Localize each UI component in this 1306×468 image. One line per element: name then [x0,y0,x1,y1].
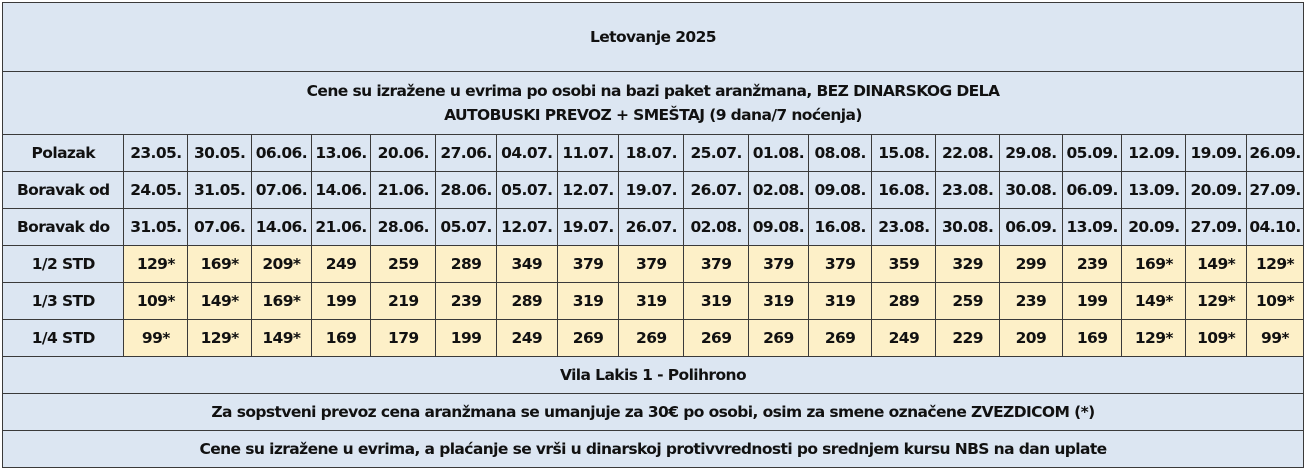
price-cell: 169* [252,283,312,320]
price-cell: 239 [436,283,497,320]
row-label: Polazak [3,135,124,172]
date-cell: 06.09. [1000,209,1063,246]
date-cell: 21.06. [311,209,371,246]
row-label: 1/4 STD [3,320,124,357]
price-cell: 209 [1000,320,1063,357]
table-row [3,135,1304,172]
price-cell: 99* [124,320,188,357]
date-cell: 16.08. [872,172,936,209]
price-table [2,2,1304,468]
date-cell: 20.06. [371,135,436,172]
date-cell: 13.09. [1122,172,1186,209]
date-cell: 04.10. [1246,209,1303,246]
price-cell: 199 [1062,283,1122,320]
date-cell: 30.08. [936,209,1000,246]
price-cell: 259 [936,283,1000,320]
price-cell: 109* [1186,320,1247,357]
price-cell: 269 [749,320,809,357]
date-cell: 20.09. [1186,172,1247,209]
price-cell: 269 [808,320,872,357]
price-cell: 319 [749,283,809,320]
date-cell: 26.07. [684,172,749,209]
date-cell: 19.09. [1186,135,1247,172]
table-title: Letovanje 2025 [3,3,1304,72]
price-cell: 269 [557,320,619,357]
date-cell: 27.09. [1246,172,1303,209]
date-cell: 19.07. [619,172,684,209]
price-cell: 379 [749,246,809,283]
price-cell: 169* [1122,246,1186,283]
table-row [3,246,1304,283]
price-cell: 129* [1186,283,1247,320]
hotel-name: Vila Lakis 1 - Polihrono [3,357,1304,394]
price-cell: 109* [1246,283,1303,320]
date-cell: 26.09. [1246,135,1303,172]
date-cell: 18.07. [619,135,684,172]
price-cell: 239 [1062,246,1122,283]
price-cell: 269 [684,320,749,357]
price-cell: 149* [188,283,252,320]
date-cell: 09.08. [808,172,872,209]
date-cell: 11.07. [557,135,619,172]
date-cell: 23.08. [872,209,936,246]
date-cell: 25.07. [684,135,749,172]
date-cell: 28.06. [436,172,497,209]
price-cell: 199 [311,283,371,320]
date-cell: 12.07. [557,172,619,209]
date-cell: 14.06. [311,172,371,209]
price-cell: 289 [872,283,936,320]
price-cell: 199 [436,320,497,357]
date-cell: 04.07. [496,135,557,172]
price-cell: 239 [1000,283,1063,320]
price-cell: 329 [936,246,1000,283]
date-cell: 08.08. [808,135,872,172]
table-row [3,209,1304,246]
date-cell: 19.07. [557,209,619,246]
price-cell: 149* [1186,246,1247,283]
price-cell: 319 [619,283,684,320]
date-cell: 12.07. [496,209,557,246]
row-label: 1/3 STD [3,283,124,320]
price-cell: 169 [311,320,371,357]
date-cell: 02.08. [749,172,809,209]
row-label: 1/2 STD [3,246,124,283]
date-cell: 24.05. [124,172,188,209]
price-cell: 249 [311,246,371,283]
price-cell: 169* [188,246,252,283]
table-row [3,320,1304,357]
date-cell: 05.07. [436,209,497,246]
date-cell: 27.06. [436,135,497,172]
price-cell: 99* [1246,320,1303,357]
price-cell: 359 [872,246,936,283]
date-cell: 14.06. [252,209,312,246]
date-cell: 13.09. [1062,209,1122,246]
date-cell: 07.06. [252,172,312,209]
price-cell: 289 [496,283,557,320]
row-label: Boravak do [3,209,124,246]
price-cell: 379 [619,246,684,283]
date-cell: 31.05. [124,209,188,246]
own-transport-note: Za sopstveni prevoz cena aranžmana se umanjuje za 30€ po osobi, osim za smene označene ZVEZDICOM (*) [3,394,1304,431]
price-cell: 179 [371,320,436,357]
date-cell: 28.06. [371,209,436,246]
price-cell: 319 [684,283,749,320]
price-cell: 229 [936,320,1000,357]
price-cell: 349 [496,246,557,283]
date-cell: 23.08. [936,172,1000,209]
price-cell: 259 [371,246,436,283]
date-cell: 02.08. [684,209,749,246]
date-cell: 05.09. [1062,135,1122,172]
price-cell: 319 [808,283,872,320]
table-subtitle [3,72,1304,135]
price-cell: 269 [619,320,684,357]
price-cell: 379 [684,246,749,283]
date-cell: 05.07. [496,172,557,209]
price-cell: 129* [1246,246,1303,283]
subtitle-line-2: AUTOBUSKI PREVOZ + SMEŠTAJ (9 dana/7 noćenja) [444,106,862,124]
date-cell: 26.07. [619,209,684,246]
row-label: Boravak od [3,172,124,209]
date-cell: 29.08. [1000,135,1063,172]
price-cell: 299 [1000,246,1063,283]
price-table-container [2,2,1304,468]
price-cell: 379 [557,246,619,283]
date-cell: 23.05. [124,135,188,172]
date-cell: 21.06. [371,172,436,209]
date-cell: 12.09. [1122,135,1186,172]
price-cell: 209* [252,246,312,283]
date-cell: 07.06. [188,209,252,246]
date-cell: 15.08. [872,135,936,172]
date-cell: 30.05. [188,135,252,172]
date-cell: 30.08. [1000,172,1063,209]
price-cell: 129* [1122,320,1186,357]
date-cell: 01.08. [749,135,809,172]
price-cell: 129* [188,320,252,357]
price-cell: 129* [124,246,188,283]
date-cell: 20.09. [1122,209,1186,246]
price-cell: 289 [436,246,497,283]
price-cell: 249 [872,320,936,357]
price-cell: 149* [252,320,312,357]
price-cell: 379 [808,246,872,283]
date-cell: 22.08. [936,135,1000,172]
date-cell: 31.05. [188,172,252,209]
payment-note: Cene su izražene u evrima, a plaćanje se vrši u dinarskoj protivvrednosti po srednjem kursu NBS na dan uplate [3,431,1304,468]
price-cell: 219 [371,283,436,320]
price-cell: 109* [124,283,188,320]
subtitle-line-1: Cene su izražene u evrima po osobi na bazi paket aranžmana, BEZ DINARSKOG DELA [306,82,1000,100]
table-row [3,283,1304,320]
price-cell: 249 [496,320,557,357]
date-cell: 06.06. [252,135,312,172]
date-cell: 16.08. [808,209,872,246]
date-cell: 27.09. [1186,209,1247,246]
date-cell: 09.08. [749,209,809,246]
price-cell: 319 [557,283,619,320]
price-cell: 169 [1062,320,1122,357]
date-cell: 13.06. [311,135,371,172]
price-cell: 149* [1122,283,1186,320]
date-cell: 06.09. [1062,172,1122,209]
table-row [3,172,1304,209]
